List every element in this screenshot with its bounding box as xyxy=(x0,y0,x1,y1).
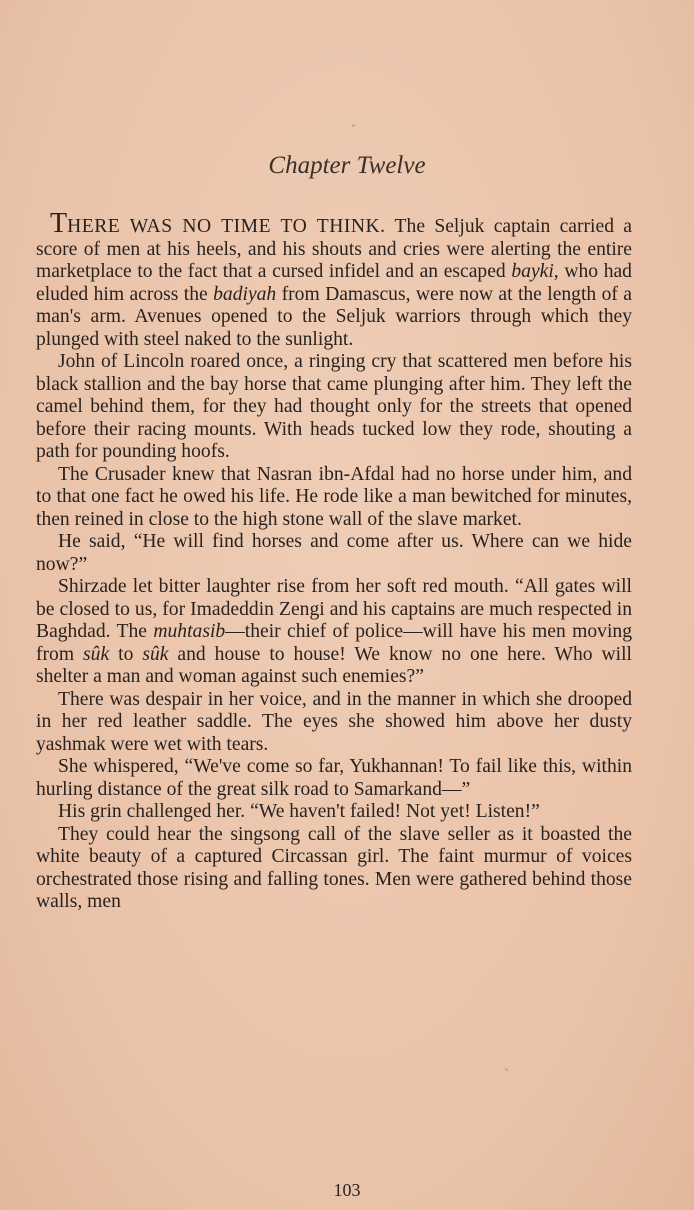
paragraph: Shirzade let bitter laughter rise from her soft red mouth. “All gates will be closed to us, for Imadeddin Zengi and his captains are much respected in Baghdad. The muhtasib—their chief of police—will have his men moving from sûk to sûk and house to house! We know no one here. Who will shelter a man and woman against such enemies?” xyxy=(36,576,632,687)
body-text xyxy=(36,208,633,914)
page-number: 103 xyxy=(333,1180,361,1200)
paragraph: She whispered, “We've come so far, Yukhannan! To fail like this, within hurling distance of the great silk road to Samarkand—” xyxy=(36,756,632,800)
paragraph: THERE WAS NO TIME TO THINK. The Seljuk captain carried a score of men at his heels, and his shouts and cries were alerting the entire marketplace to the fact that a cursed infidel and an escaped bayki, who had eluded him across the badiyah from Damascus, were now at the length of a man's arm. Avenues opened to the Seljuk warriors through which they plunged with steel naked to the sunlight. xyxy=(36,208,633,350)
drop-cap: T xyxy=(50,208,68,239)
paragraph: There was despair in her voice, and in the manner in which she drooped in her red leather saddle. The eyes she showed him above her dusty yashmak were wet with tears. xyxy=(36,688,632,755)
paragraph: The Crusader knew that Nasran ibn-Afdal had no horse under him, and to that one fact he owed his life. He rode like a man bewitched for minutes, then reined in close to the high stone wall of the slave market. xyxy=(36,463,632,530)
paper-speck xyxy=(352,124,355,127)
paragraph: He said, “He will find horses and come after us. Where can we hide now?” xyxy=(36,531,632,575)
paragraph: His grin challenged her. “We haven't failed! Not yet! Listen!” xyxy=(58,801,540,822)
paragraph: John of Lincoln roared once, a ringing cry that scattered men before his black stallion and the bay horse that came plunging after him. They left the camel behind them, for they had thought only for the streets that opened before their racing mounts. With heads tucked low they rode, shouting a path for pounding hoofs. xyxy=(36,351,632,462)
paragraph: They could hear the singsong call of the slave seller as it boasted the white beauty of a captured Circassan girl. The faint murmur of voices orchestrated those rising and falling tones. Men were gathered behind those walls, men xyxy=(36,823,632,912)
paper-speck xyxy=(505,1068,508,1071)
chapter-title: Chapter Twelve xyxy=(268,152,426,179)
opening-small-caps: HERE WAS NO TIME TO THINK. xyxy=(67,216,386,237)
